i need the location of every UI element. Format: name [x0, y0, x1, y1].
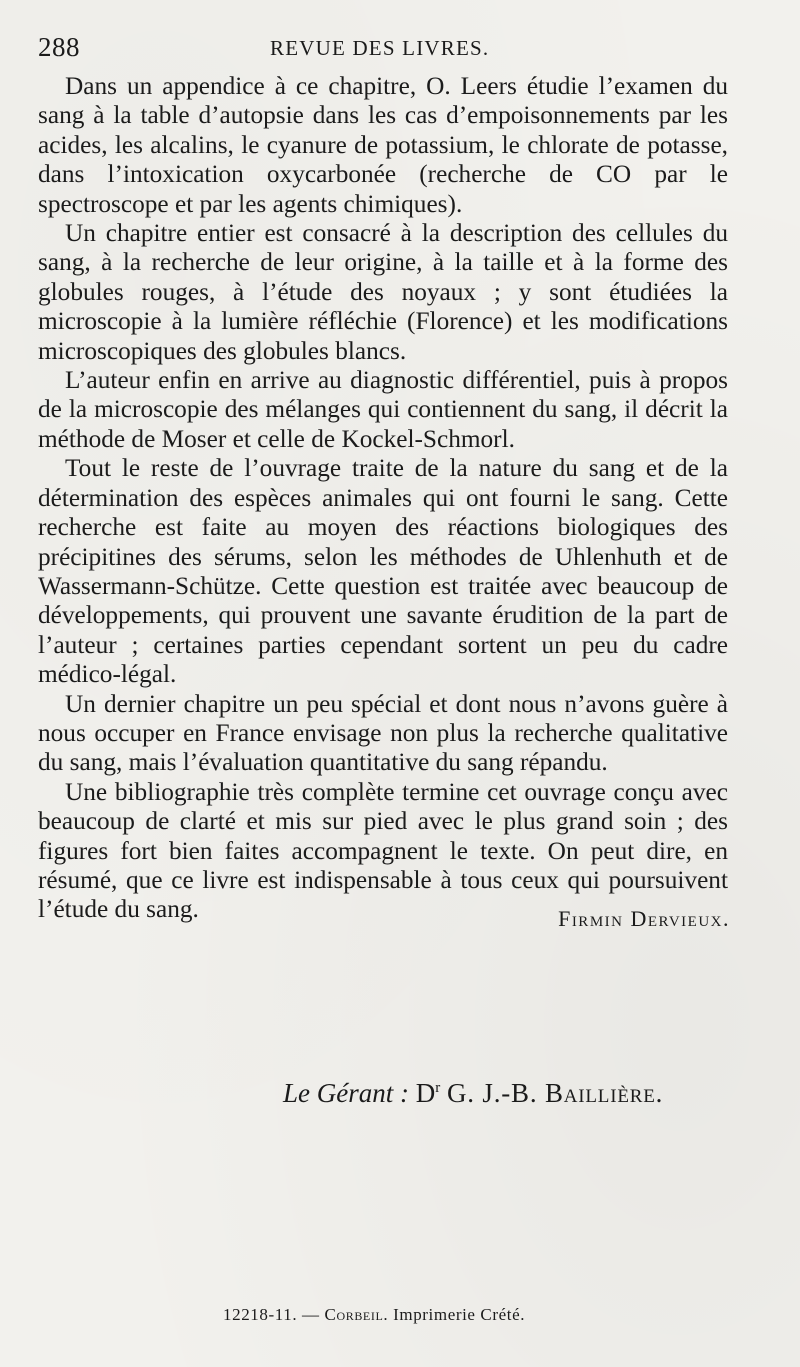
paragraph-diagnostic: L’auteur enfin en arrive au diagnostic différentiel, puis à propos de la microscopie des mélanges qui contiennent du sang, il décrit la méthode de Moser et celle de Kockel-Schmorl. [38, 366, 728, 453]
paragraph-appendice: Dans un appendice à ce chapitre, O. Leers étudie l’examen du sang à la table d’autopsie dans les cas d’empoisonnements par les acides, les alcalins, le cyanure de potassium, le chlorate de potasse, dans l’intoxication oxycarbonée (recherche de CO par le spectroscope et par les agents chimiques). [38, 72, 728, 218]
running-title: REVUE DES LIVRES. [270, 36, 490, 60]
imprint-city: Corbeil. [324, 1305, 389, 1324]
printer-imprint [223, 1305, 525, 1325]
paragraph-nature-du-sang: Tout le reste de l’ouvrage traite de la nature du sang et de la détermination des espèces animales qui ont fourni le sang. Cette recherche est faite au moyen des réactions biologiques des précipitines des sérums, selon les méthodes de Uhlenhuth et de Wassermann-Schütze. Cette question est traitée avec beaucoup de développements, qui prouvent une savante érudition de la part de l’auteur ; certaines parties cependant sortent un peu du cadre médico-légal. [38, 454, 728, 689]
page-number: 288 [38, 32, 80, 62]
imprint-number: 12218-11. [223, 1305, 298, 1324]
gerant-name: G. J.-B. Baillière. [446, 1078, 664, 1108]
author-signature: Firmin Dervieux. [558, 906, 730, 931]
paragraph-bibliographie: Une bibliographie très complète termine cet ouvrage conçu avec beaucoup de clarté et mis sur pied avec le plus grand soin ; des figures fort bien faites accompagnent le texte. On peut dire, en résumé, que ce livre est indispensable à tous ceux qui poursuivent l’étude du sang. [38, 777, 728, 924]
gerant-line [283, 1078, 663, 1109]
imprint-printer: Imprimerie Crété. [393, 1305, 526, 1324]
imprint-dash: — [302, 1305, 320, 1324]
gerant-label: Le Gérant : [283, 1078, 409, 1108]
paragraph-cellules: Un chapitre entier est consacré à la description des cellules du sang, à la recherche de leur origine, à la taille et à la forme des globules rouges, à l’étude des noyaux ; y sont étudiées la microscopie à la lumière réfléchie (Florence) et les modifications microscopiques des globules blancs. [38, 219, 728, 365]
gerant-title: $D^r$ [415, 1078, 441, 1108]
paragraph-dernier-chapitre: Un dernier chapitre un peu spécial et dont nous n’avons guère à nous occuper en France envisage non plus la recherche qualitative du sang, mais l’évaluation quantitative du sang répandu. [38, 689, 728, 777]
review-body [38, 72, 728, 925]
